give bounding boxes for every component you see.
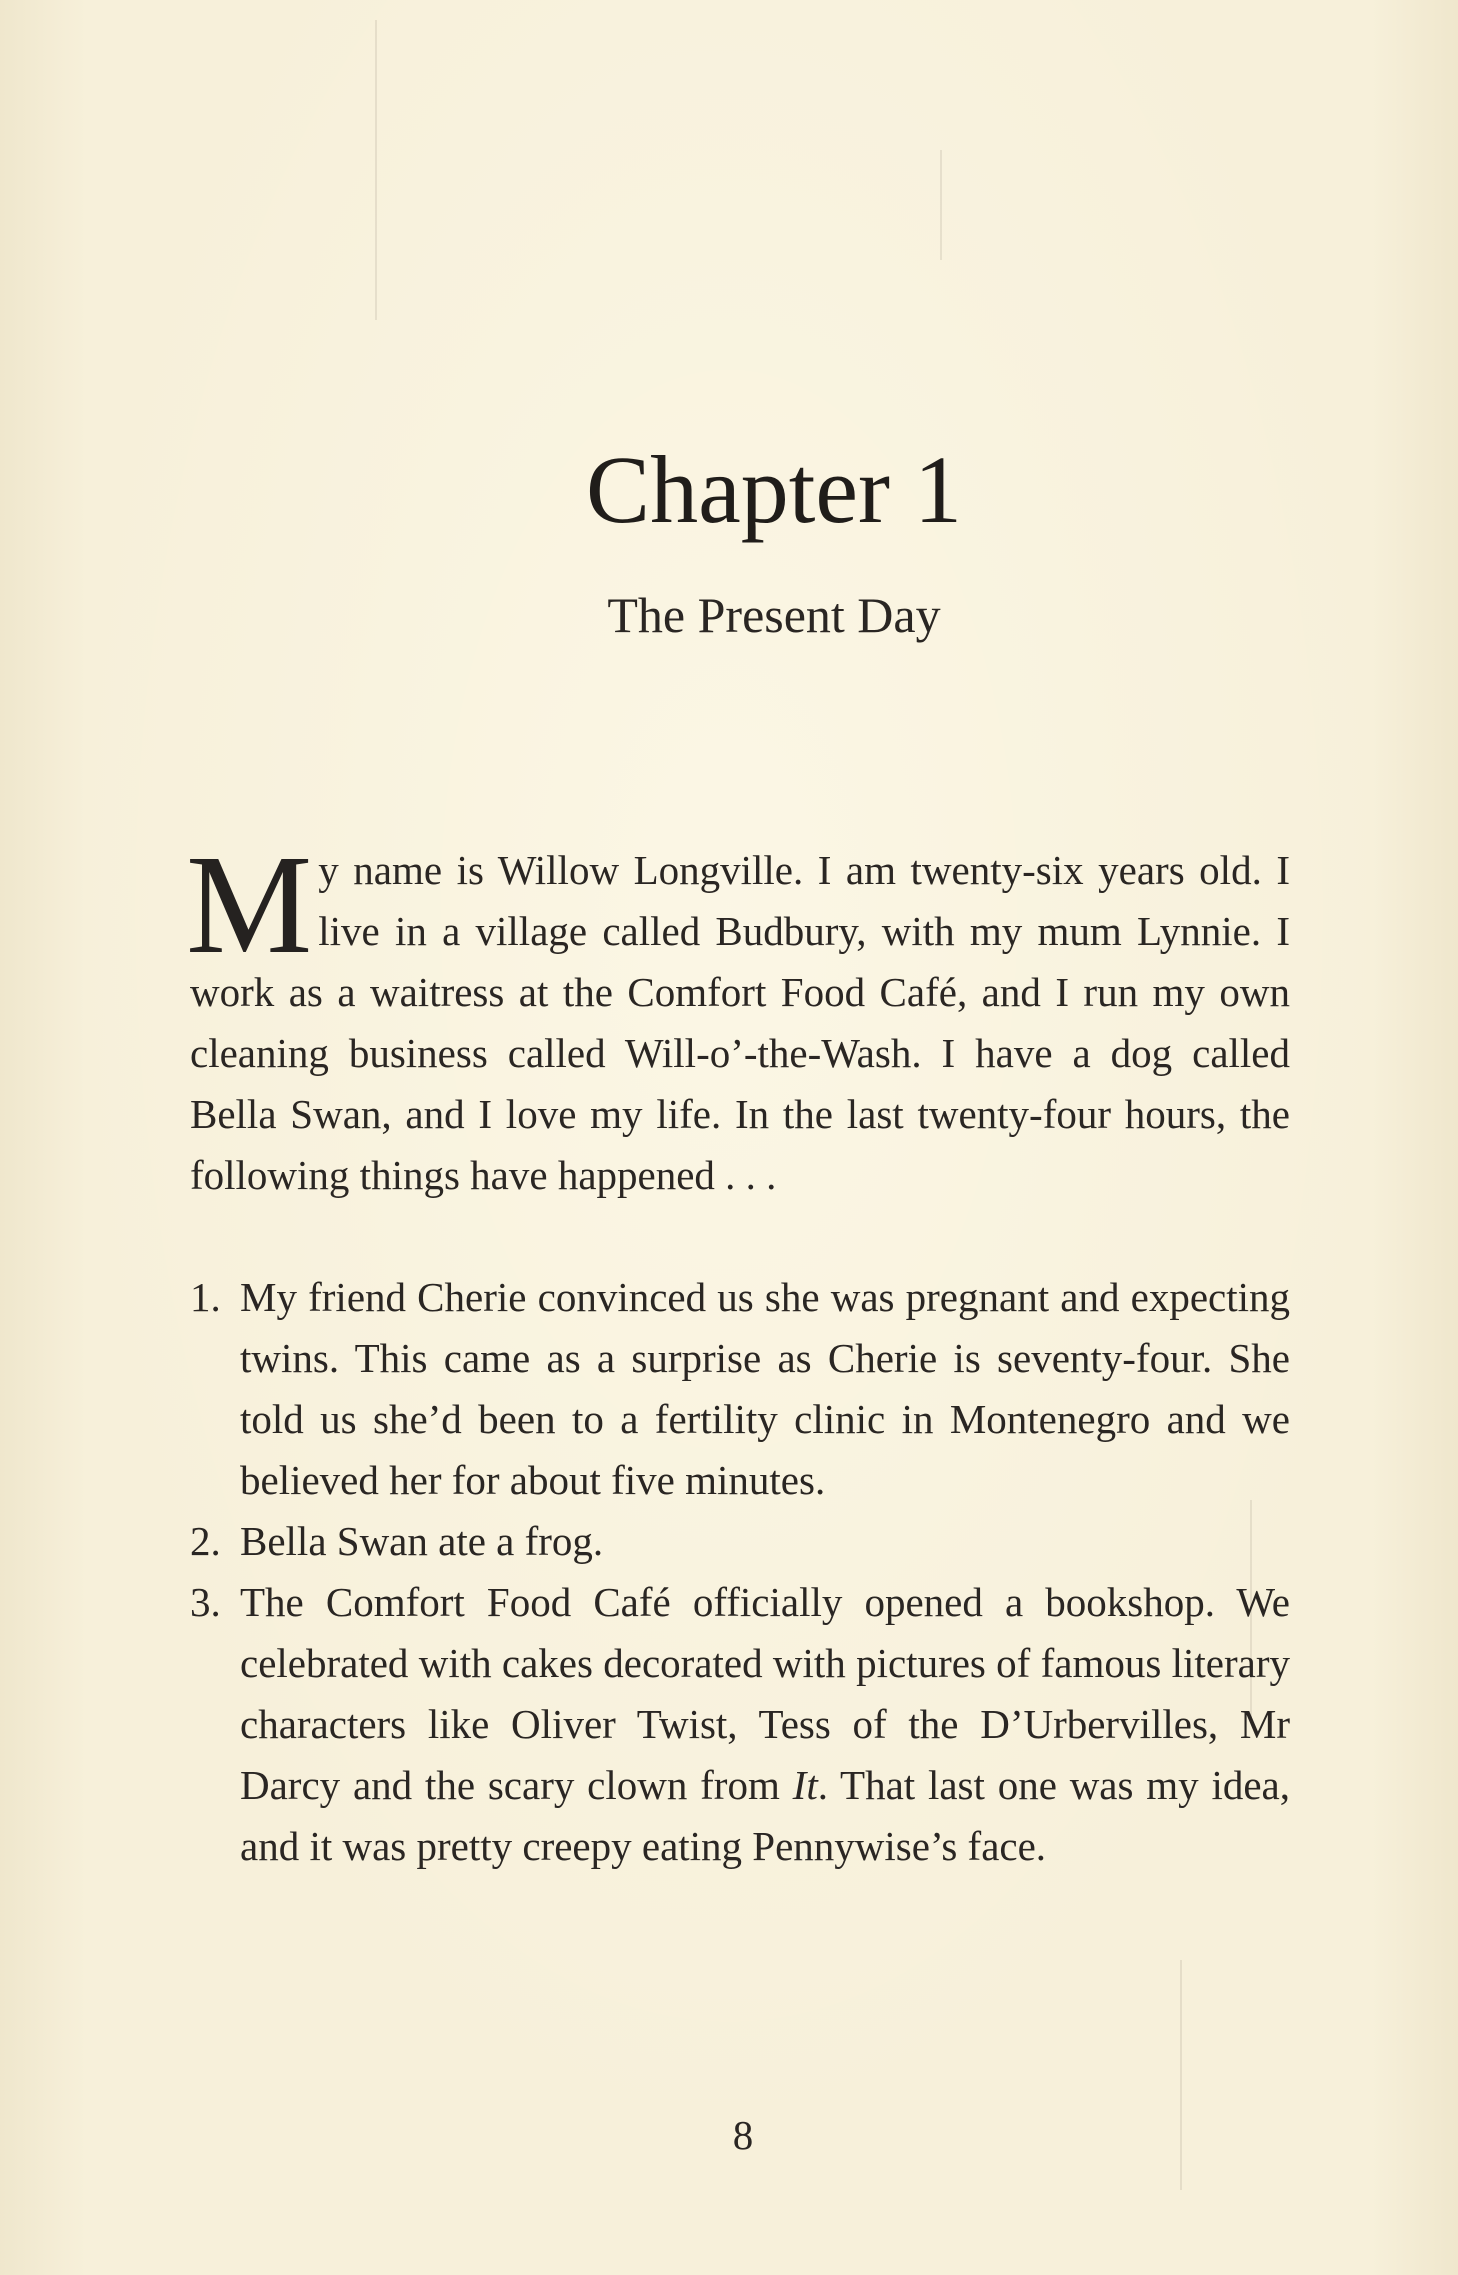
list-item (190, 1511, 1290, 1572)
list-item-text: Bella Swan ate a frog. (240, 1518, 604, 1564)
happenings-list (190, 1267, 1290, 1877)
drop-cap: M (186, 825, 313, 983)
list-item-text: The Comfort Food Café officially opened a bookshop. We celebrated with cakes decorated with pictures of famous literary characters like Oliver Twist, Tess of the D’Urbervilles, Mr Darcy and the scary clown from (240, 1579, 1290, 1808)
page-crease (375, 20, 377, 320)
chapter-title: Chapter 1 (586, 436, 962, 543)
book-title-italic: It (792, 1762, 818, 1808)
page-number: 8 (732, 2112, 754, 2158)
list-item-number: 2. (190, 1518, 221, 1564)
list-item-text-end: . That last one was my idea, and it was pretty creepy eating Pennywise’s face. (240, 1762, 1290, 1869)
intro-paragraph (186, 825, 1290, 1206)
intro-text: y name is Willow Longville. I am twenty-six years old. I live in a village called Budbury, with my mum Lynnie. I work as a waitress at the Comfort Food Café, and I run my own cleaning business called Will-o’-the-Wash. I have a dog called Bella Swan, and I love my life. In the last twenty-four hours, the following things have happened . . . (190, 847, 1290, 1198)
list-item (190, 1267, 1290, 1511)
list-item (190, 1572, 1290, 1877)
page-crease (940, 150, 942, 260)
list-item-number: 3. (190, 1579, 221, 1625)
chapter-body (186, 825, 1290, 1877)
chapter-subtitle: The Present Day (607, 587, 941, 643)
list-item-number: 1. (190, 1274, 221, 1320)
list-item-text: My friend Cherie convinced us she was pregnant and expecting twins. This came as a surprise as Cherie is seventy-four. She told us she’d been to a fertility clinic in Montenegro and we believed her for about five minutes. (240, 1274, 1290, 1503)
